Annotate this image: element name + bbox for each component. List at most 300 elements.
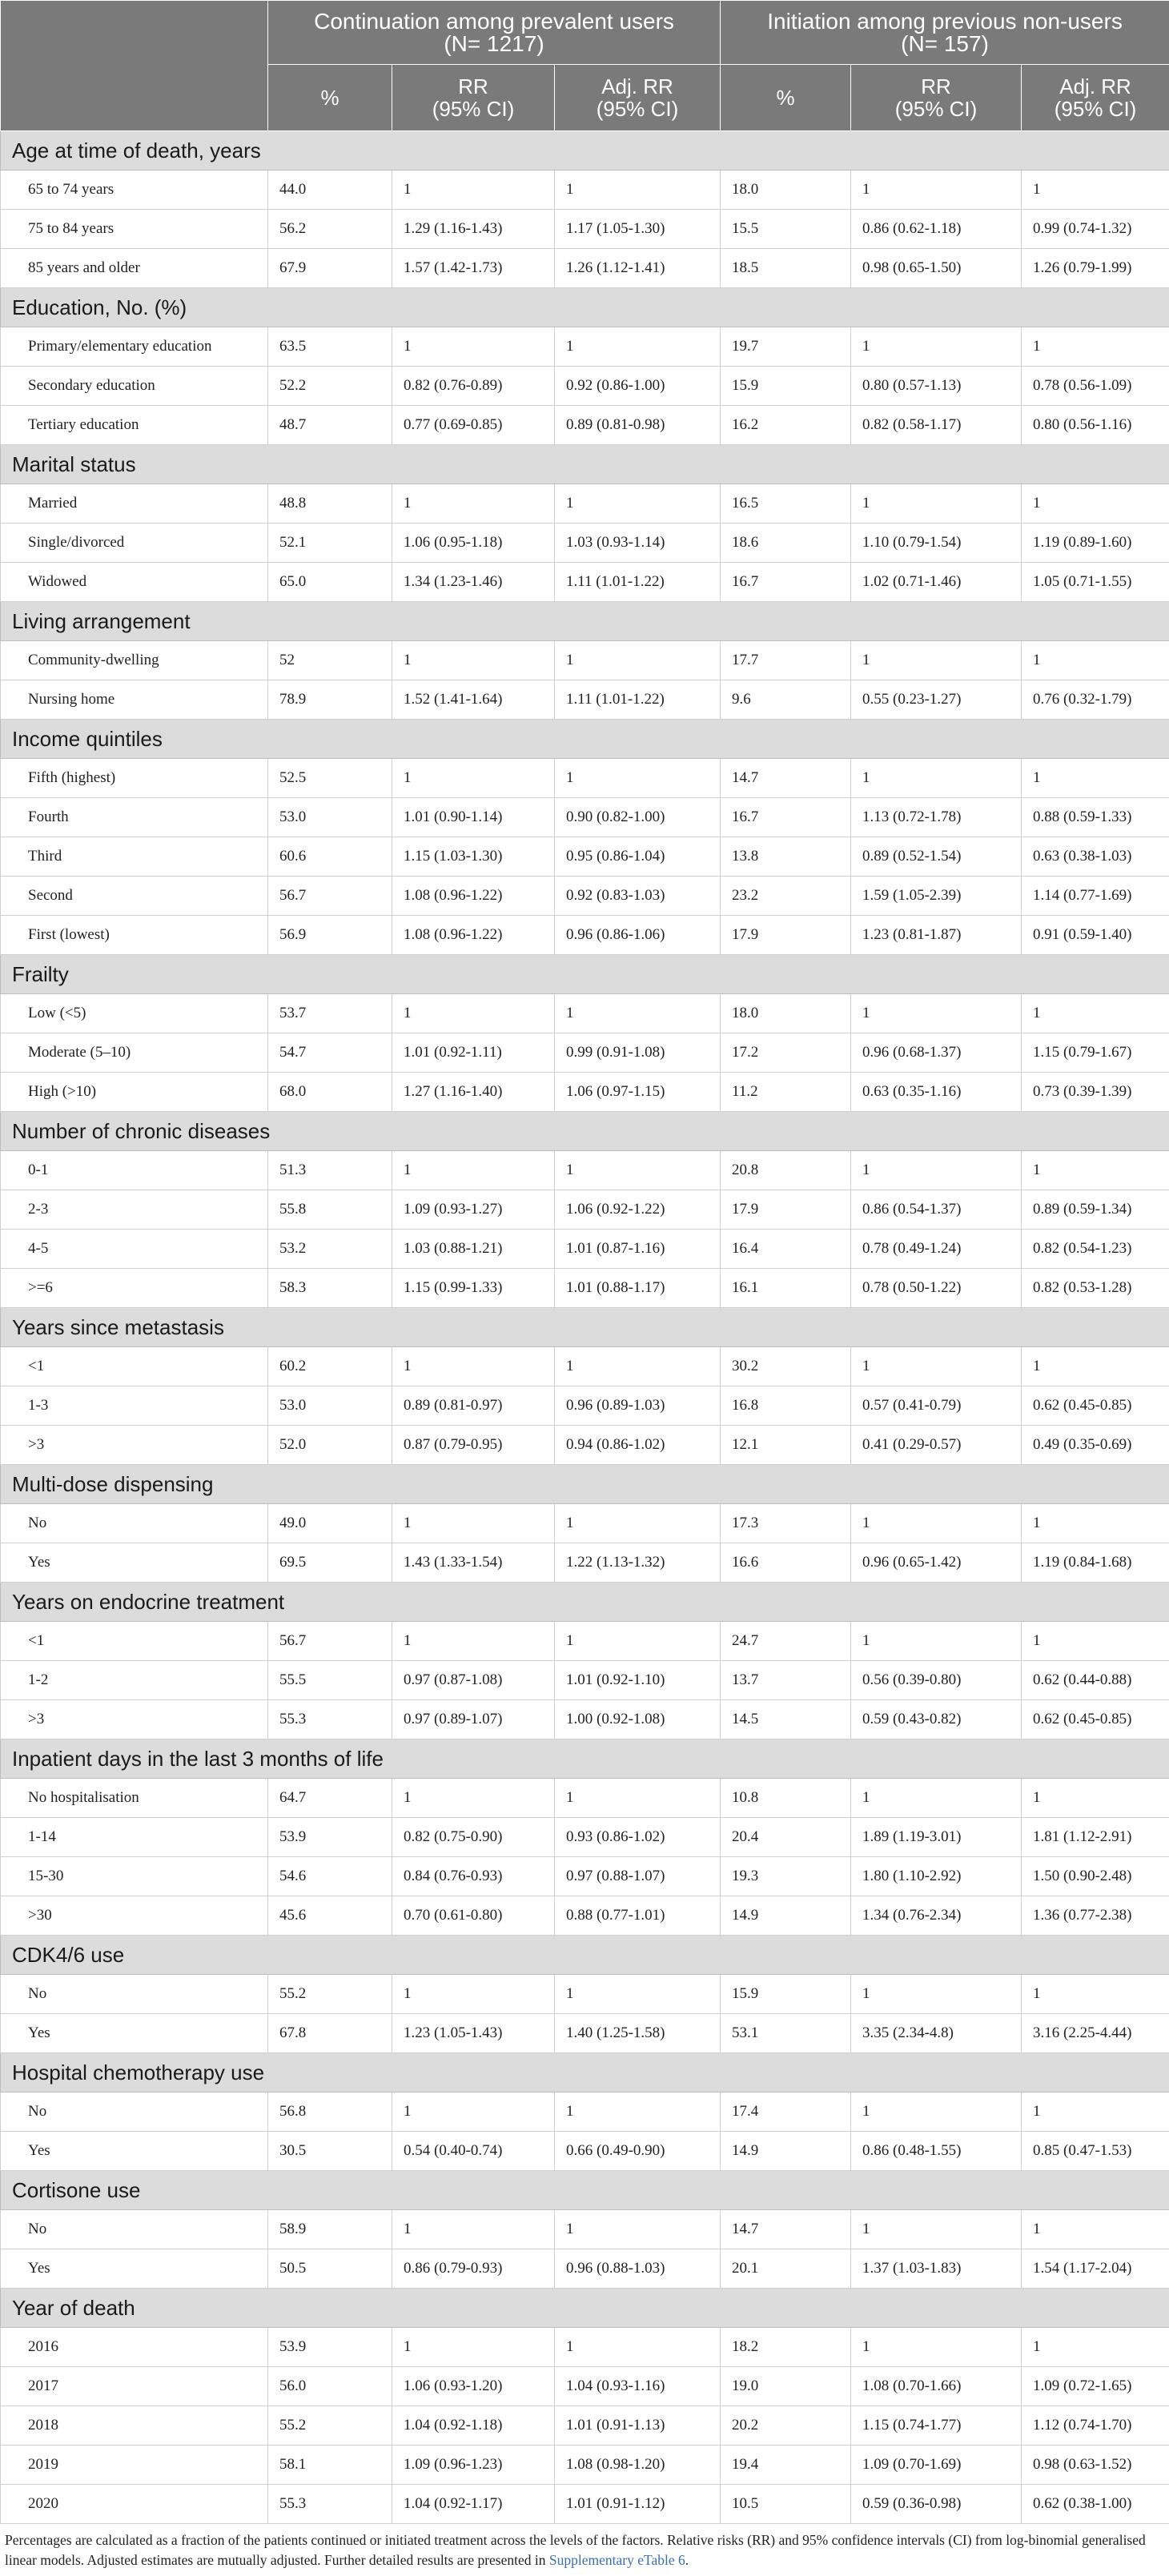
table-cell: 1.36 (0.77-2.38) xyxy=(1022,1896,1169,1936)
table-row xyxy=(1,1622,1169,1661)
table-row xyxy=(1,1386,1169,1426)
table-cell: 1 xyxy=(392,759,555,798)
table-cell: 1.00 (0.92-1.08) xyxy=(555,1700,721,1739)
table-cell: 1 xyxy=(1022,2210,1169,2249)
table-cell: 1 xyxy=(1022,171,1169,210)
table-cell: 0.55 (0.23-1.27) xyxy=(851,680,1022,720)
table-body xyxy=(1,131,1169,2524)
column-header xyxy=(1022,65,1169,131)
table-row xyxy=(1,759,1169,798)
table-cell: 0.82 (0.58-1.17) xyxy=(851,406,1022,445)
table-cell: 16.2 xyxy=(721,406,851,445)
table-cell: 14.5 xyxy=(721,1700,851,1739)
row-label: Single/divorced xyxy=(1,524,268,563)
column-header-line: Adj. RR xyxy=(1059,74,1131,98)
table-cell: 1.01 (0.87-1.16) xyxy=(555,1230,721,1269)
table-cell: 56.2 xyxy=(268,210,392,249)
table-row xyxy=(1,210,1169,249)
table-cell: 1 xyxy=(392,2092,555,2132)
table-cell: 1.09 (0.70-1.69) xyxy=(851,2446,1022,2485)
table-cell: 1.40 (1.25-1.58) xyxy=(555,2014,721,2053)
column-header-line: (95% CI) xyxy=(894,97,978,121)
table-cell: 1 xyxy=(392,2210,555,2249)
table-cell: 16.7 xyxy=(721,563,851,602)
table-cell: 0.98 (0.63-1.52) xyxy=(1022,2446,1169,2485)
table-cell: 67.8 xyxy=(268,2014,392,2053)
supplementary-link[interactable]: Supplementary eTable 6 xyxy=(548,2552,685,2568)
table-cell: 1.06 (0.95-1.18) xyxy=(392,524,555,563)
section-title: Cortisone use xyxy=(1,2171,1169,2210)
table-cell: 10.8 xyxy=(721,1779,851,1818)
table-cell: 1.09 (0.96-1.23) xyxy=(392,2446,555,2485)
row-label: No xyxy=(1,2092,268,2132)
table-row xyxy=(1,1073,1169,1112)
table-cell: 1.01 (0.91-1.12) xyxy=(555,2485,721,2524)
table-cell: 20.2 xyxy=(721,2406,851,2446)
table-cell: 1 xyxy=(851,1779,1022,1818)
table-row xyxy=(1,327,1169,367)
table-cell: 1.01 (0.92-1.10) xyxy=(555,1661,721,1700)
table-cell: 1.08 (0.98-1.20) xyxy=(555,2446,721,2485)
column-header xyxy=(851,65,1022,131)
table-cell: 55.2 xyxy=(268,1975,392,2014)
row-label: No xyxy=(1,1504,268,1543)
table-cell: 69.5 xyxy=(268,1543,392,1583)
table-cell: 1.05 (0.71-1.55) xyxy=(1022,563,1169,602)
table-cell: 53.9 xyxy=(268,2328,392,2367)
table-cell: 1 xyxy=(851,171,1022,210)
table-cell: 1.06 (0.93-1.20) xyxy=(392,2367,555,2406)
table-cell: 0.90 (0.82-1.00) xyxy=(555,798,721,837)
section-row xyxy=(1,2289,1169,2328)
table-cell: 0.82 (0.53-1.28) xyxy=(1022,1269,1169,1308)
table-cell: 67.9 xyxy=(268,249,392,288)
table-cell: 1.80 (1.10-2.92) xyxy=(851,1857,1022,1896)
table-cell: 1 xyxy=(1022,484,1169,524)
table-cell: 18.6 xyxy=(721,524,851,563)
table-cell: 19.3 xyxy=(721,1857,851,1896)
table-cell: 14.7 xyxy=(721,2210,851,2249)
table-cell: 68.0 xyxy=(268,1073,392,1112)
section-row xyxy=(1,955,1169,994)
table-cell: 0.56 (0.39-0.80) xyxy=(851,1661,1022,1700)
section-title: Inpatient days in the last 3 months of life xyxy=(1,1739,1169,1779)
table-header xyxy=(1,1,1169,131)
table-cell: 1 xyxy=(1022,1779,1169,1818)
table-cell: 20.4 xyxy=(721,1818,851,1857)
table-cell: 53.2 xyxy=(268,1230,392,1269)
header-group-initiation xyxy=(721,1,1169,65)
table-cell: 0.96 (0.68-1.37) xyxy=(851,1033,1022,1073)
table-cell: 1.12 (0.74-1.70) xyxy=(1022,2406,1169,2446)
table-cell: 1 xyxy=(392,1347,555,1386)
table-cell: 1 xyxy=(555,327,721,367)
table-row xyxy=(1,1818,1169,1857)
row-label: >=6 xyxy=(1,1269,268,1308)
column-header-line: Adj. RR xyxy=(601,74,673,98)
section-row xyxy=(1,1583,1169,1622)
table-cell: 0.63 (0.35-1.16) xyxy=(851,1073,1022,1112)
table-row xyxy=(1,367,1169,406)
table-cell: 1 xyxy=(392,994,555,1033)
table-cell: 1 xyxy=(851,327,1022,367)
section-row xyxy=(1,1112,1169,1151)
table-cell: 78.9 xyxy=(268,680,392,720)
table-row xyxy=(1,2132,1169,2171)
table-cell: 1 xyxy=(555,1151,721,1190)
table-cell: 0.78 (0.56-1.09) xyxy=(1022,367,1169,406)
row-label: 85 years and older xyxy=(1,249,268,288)
table-row xyxy=(1,563,1169,602)
row-label: Third xyxy=(1,837,268,877)
table-cell: 0.94 (0.86-1.02) xyxy=(555,1426,721,1465)
table-cell: 48.8 xyxy=(268,484,392,524)
table-row xyxy=(1,1347,1169,1386)
table-cell: 17.7 xyxy=(721,641,851,680)
row-label: No xyxy=(1,1975,268,2014)
table-cell: 1.01 (0.90-1.14) xyxy=(392,798,555,837)
table-cell: 0.96 (0.88-1.03) xyxy=(555,2249,721,2289)
table-cell: 0.62 (0.38-1.00) xyxy=(1022,2485,1169,2524)
table-cell: 0.87 (0.79-0.95) xyxy=(392,1426,555,1465)
table-cell: 1 xyxy=(1022,1151,1169,1190)
row-label: Married xyxy=(1,484,268,524)
table-cell: 1 xyxy=(555,2092,721,2132)
table-cell: 0.73 (0.39-1.39) xyxy=(1022,1073,1169,1112)
table-row xyxy=(1,2446,1169,2485)
table-cell: 0.97 (0.89-1.07) xyxy=(392,1700,555,1739)
group1-title: Continuation among prevalent users xyxy=(314,8,674,34)
table-cell: 1 xyxy=(1022,1504,1169,1543)
section-row xyxy=(1,1465,1169,1504)
row-label: 1-14 xyxy=(1,1818,268,1857)
table-cell: 52.1 xyxy=(268,524,392,563)
table-cell: 1 xyxy=(851,2210,1022,2249)
table-cell: 0.89 (0.81-0.98) xyxy=(555,406,721,445)
table-cell: 18.0 xyxy=(721,171,851,210)
table-row xyxy=(1,2406,1169,2446)
table-cell: 17.9 xyxy=(721,916,851,955)
table-cell: 1 xyxy=(1022,1975,1169,2014)
table-cell: 1.04 (0.93-1.16) xyxy=(555,2367,721,2406)
table-row xyxy=(1,2210,1169,2249)
table-cell: 1.03 (0.88-1.21) xyxy=(392,1230,555,1269)
table-cell: 1 xyxy=(1022,759,1169,798)
row-label: Community-dwelling xyxy=(1,641,268,680)
table-cell: 1.03 (0.93-1.14) xyxy=(555,524,721,563)
table-cell: 1.29 (1.16-1.43) xyxy=(392,210,555,249)
row-label: 65 to 74 years xyxy=(1,171,268,210)
table-cell: 60.6 xyxy=(268,837,392,877)
row-label: 4-5 xyxy=(1,1230,268,1269)
section-title: Year of death xyxy=(1,2289,1169,2328)
table-cell: 0.99 (0.74-1.32) xyxy=(1022,210,1169,249)
table-cell: 52.5 xyxy=(268,759,392,798)
table-cell: 1 xyxy=(1022,1622,1169,1661)
table-cell: 0.93 (0.86-1.02) xyxy=(555,1818,721,1857)
section-title: Marital status xyxy=(1,445,1169,484)
table-cell: 1 xyxy=(555,1504,721,1543)
table-cell: 18.2 xyxy=(721,2328,851,2367)
table-cell: 0.89 (0.59-1.34) xyxy=(1022,1190,1169,1230)
row-label: Tertiary education xyxy=(1,406,268,445)
table-cell: 51.3 xyxy=(268,1151,392,1190)
table-cell: 54.7 xyxy=(268,1033,392,1073)
table-cell: 0.78 (0.49-1.24) xyxy=(851,1230,1022,1269)
row-label: Fifth (highest) xyxy=(1,759,268,798)
footnote-end: . xyxy=(685,2552,689,2568)
table-cell: 1.08 (0.96-1.22) xyxy=(392,916,555,955)
table-cell: 17.4 xyxy=(721,2092,851,2132)
table-row xyxy=(1,484,1169,524)
table-cell: 9.6 xyxy=(721,680,851,720)
table-cell: 52.2 xyxy=(268,367,392,406)
table-cell: 1.23 (1.05-1.43) xyxy=(392,2014,555,2053)
table-row xyxy=(1,1269,1169,1308)
table-cell: 49.0 xyxy=(268,1504,392,1543)
table-cell: 15.9 xyxy=(721,1975,851,2014)
table-cell: 0.80 (0.57-1.13) xyxy=(851,367,1022,406)
table-cell: 55.5 xyxy=(268,1661,392,1700)
section-title: Hospital chemotherapy use xyxy=(1,2053,1169,2092)
table-cell: 0.96 (0.65-1.42) xyxy=(851,1543,1022,1583)
table-cell: 1 xyxy=(851,759,1022,798)
table-cell: 3.35 (2.34-4.8) xyxy=(851,2014,1022,2053)
table-cell: 64.7 xyxy=(268,1779,392,1818)
table-row xyxy=(1,1151,1169,1190)
table-cell: 0.41 (0.29-0.57) xyxy=(851,1426,1022,1465)
table-cell: 56.7 xyxy=(268,877,392,916)
table-cell: 1.01 (0.92-1.11) xyxy=(392,1033,555,1073)
table-cell: 1.59 (1.05-2.39) xyxy=(851,877,1022,916)
row-label: 2016 xyxy=(1,2328,268,2367)
table-row xyxy=(1,641,1169,680)
table-row xyxy=(1,1779,1169,1818)
table-cell: 53.7 xyxy=(268,994,392,1033)
table-cell: 1.89 (1.19-3.01) xyxy=(851,1818,1022,1857)
table-cell: 1 xyxy=(851,1151,1022,1190)
table-cell: 0.66 (0.49-0.90) xyxy=(555,2132,721,2171)
table-cell: 15.5 xyxy=(721,210,851,249)
table-cell: 19.7 xyxy=(721,327,851,367)
row-label: 15-30 xyxy=(1,1857,268,1896)
table-cell: 56.7 xyxy=(268,1622,392,1661)
table-cell: 0.97 (0.88-1.07) xyxy=(555,1857,721,1896)
table-cell: 1.34 (1.23-1.46) xyxy=(392,563,555,602)
section-title: Multi-dose dispensing xyxy=(1,1465,1169,1504)
row-label: No xyxy=(1,2210,268,2249)
row-label: >3 xyxy=(1,1426,268,1465)
table-cell: 60.2 xyxy=(268,1347,392,1386)
row-label: 1-3 xyxy=(1,1386,268,1426)
table-cell: 1.04 (0.92-1.17) xyxy=(392,2485,555,2524)
table-cell: 11.2 xyxy=(721,1073,851,1112)
table-row xyxy=(1,1033,1169,1073)
table-cell: 1 xyxy=(392,1504,555,1543)
table-cell: 58.3 xyxy=(268,1269,392,1308)
row-label: High (>10) xyxy=(1,1073,268,1112)
table-cell: 0.80 (0.56-1.16) xyxy=(1022,406,1169,445)
table-cell: 0.89 (0.52-1.54) xyxy=(851,837,1022,877)
table-cell: 0.82 (0.76-0.89) xyxy=(392,367,555,406)
row-label: Secondary education xyxy=(1,367,268,406)
table-cell: 1 xyxy=(851,1347,1022,1386)
table-cell: 1.27 (1.16-1.40) xyxy=(392,1073,555,1112)
table-cell: 1 xyxy=(851,2328,1022,2367)
table-cell: 17.3 xyxy=(721,1504,851,1543)
section-title: Years on endocrine treatment xyxy=(1,1583,1169,1622)
table-cell: 16.7 xyxy=(721,798,851,837)
table-cell: 1.15 (0.79-1.67) xyxy=(1022,1033,1169,1073)
column-header-line: RR xyxy=(458,74,488,98)
table-cell: 0.84 (0.76-0.93) xyxy=(392,1857,555,1896)
row-label: Fourth xyxy=(1,798,268,837)
section-title: Years since metastasis xyxy=(1,1308,1169,1347)
table-cell: 1 xyxy=(1022,327,1169,367)
section-title: CDK4/6 use xyxy=(1,1936,1169,1975)
table-row xyxy=(1,680,1169,720)
group2-n: (N= 157) xyxy=(901,30,989,56)
group1-n: (N= 1217) xyxy=(444,30,544,56)
row-label: Low (<5) xyxy=(1,994,268,1033)
table-cell: 1.04 (0.92-1.18) xyxy=(392,2406,555,2446)
section-title: Living arrangement xyxy=(1,602,1169,641)
row-label: <1 xyxy=(1,1622,268,1661)
table-cell: 55.2 xyxy=(268,2406,392,2446)
row-label: Second xyxy=(1,877,268,916)
table-cell: 1 xyxy=(851,1504,1022,1543)
table-cell: 0.86 (0.54-1.37) xyxy=(851,1190,1022,1230)
table-cell: 1.26 (0.79-1.99) xyxy=(1022,249,1169,288)
row-label: Yes xyxy=(1,2014,268,2053)
table-cell: 1 xyxy=(392,171,555,210)
table-cell: 0.86 (0.62-1.18) xyxy=(851,210,1022,249)
table-cell: 0.62 (0.44-0.88) xyxy=(1022,1661,1169,1700)
section-row xyxy=(1,131,1169,171)
table-cell: 14.9 xyxy=(721,1896,851,1936)
row-label: 2020 xyxy=(1,2485,268,2524)
table-row xyxy=(1,1230,1169,1269)
table-cell: 16.5 xyxy=(721,484,851,524)
table-cell: 1 xyxy=(555,171,721,210)
table-cell: 1 xyxy=(555,641,721,680)
column-header-line: (95% CI) xyxy=(1054,97,1137,121)
table-cell: 1 xyxy=(555,2210,721,2249)
table-cell: 0.86 (0.48-1.55) xyxy=(851,2132,1022,2171)
table-row xyxy=(1,1975,1169,2014)
table-cell: 0.77 (0.69-0.85) xyxy=(392,406,555,445)
table-cell: 1 xyxy=(1022,2092,1169,2132)
table-cell: 58.9 xyxy=(268,2210,392,2249)
table-cell: 1.43 (1.33-1.54) xyxy=(392,1543,555,1583)
table-cell: 1.15 (0.74-1.77) xyxy=(851,2406,1022,2446)
row-label: No hospitalisation xyxy=(1,1779,268,1818)
column-header xyxy=(555,65,721,131)
section-row xyxy=(1,1308,1169,1347)
table-cell: 1.10 (0.79-1.54) xyxy=(851,524,1022,563)
table-cell: 1.19 (0.84-1.68) xyxy=(1022,1543,1169,1583)
table-row xyxy=(1,1896,1169,1936)
table-cell: 50.5 xyxy=(268,2249,392,2289)
table-row xyxy=(1,877,1169,916)
section-row xyxy=(1,1739,1169,1779)
table-cell: 1 xyxy=(392,2328,555,2367)
table-cell: 0.88 (0.59-1.33) xyxy=(1022,798,1169,837)
table-row xyxy=(1,171,1169,210)
table-row xyxy=(1,249,1169,288)
table-cell: 15.9 xyxy=(721,367,851,406)
row-label: 2-3 xyxy=(1,1190,268,1230)
table-cell: 0.76 (0.32-1.79) xyxy=(1022,680,1169,720)
table-cell: 1.34 (0.76-2.34) xyxy=(851,1896,1022,1936)
table-cell: 48.7 xyxy=(268,406,392,445)
table-cell: 0.78 (0.50-1.22) xyxy=(851,1269,1022,1308)
table-cell: 1 xyxy=(1022,994,1169,1033)
table-cell: 1.06 (0.97-1.15) xyxy=(555,1073,721,1112)
table-cell: 1 xyxy=(555,759,721,798)
row-label: Widowed xyxy=(1,563,268,602)
table-cell: 0.97 (0.87-1.08) xyxy=(392,1661,555,1700)
table-cell: 1 xyxy=(851,1622,1022,1661)
section-row xyxy=(1,288,1169,327)
table-cell: 56.0 xyxy=(268,2367,392,2406)
table-cell: 1.13 (0.72-1.78) xyxy=(851,798,1022,837)
table-cell: 1.52 (1.41-1.64) xyxy=(392,680,555,720)
table-cell: 16.4 xyxy=(721,1230,851,1269)
table-cell: 54.6 xyxy=(268,1857,392,1896)
table-cell: 0.88 (0.77-1.01) xyxy=(555,1896,721,1936)
table-cell: 1 xyxy=(392,1622,555,1661)
table-cell: 1 xyxy=(851,2092,1022,2132)
table-cell: 16.8 xyxy=(721,1386,851,1426)
table-row xyxy=(1,2014,1169,2053)
section-title: Income quintiles xyxy=(1,720,1169,759)
table-cell: 1.15 (0.99-1.33) xyxy=(392,1269,555,1308)
table-cell: 1 xyxy=(555,2328,721,2367)
table-cell: 0.91 (0.59-1.40) xyxy=(1022,916,1169,955)
row-label: 1-2 xyxy=(1,1661,268,1700)
row-label: First (lowest) xyxy=(1,916,268,955)
table-cell: 0.92 (0.83-1.03) xyxy=(555,877,721,916)
table-cell: 1 xyxy=(555,994,721,1033)
table-cell: 1.08 (0.70-1.66) xyxy=(851,2367,1022,2406)
table-cell: 18.5 xyxy=(721,249,851,288)
section-row xyxy=(1,2053,1169,2092)
row-label: Yes xyxy=(1,2249,268,2289)
table-cell: 18.0 xyxy=(721,994,851,1033)
table-cell: 1 xyxy=(851,994,1022,1033)
table-cell: 16.1 xyxy=(721,1269,851,1308)
table-footnote xyxy=(0,2524,1169,2570)
table-cell: 1 xyxy=(555,1622,721,1661)
table-cell: 0.63 (0.38-1.03) xyxy=(1022,837,1169,877)
table-cell: 14.9 xyxy=(721,2132,851,2171)
table-cell: 53.1 xyxy=(721,2014,851,2053)
table-cell: 0.96 (0.86-1.06) xyxy=(555,916,721,955)
table-row xyxy=(1,2367,1169,2406)
table-cell: 12.1 xyxy=(721,1426,851,1465)
table-cell: 1.26 (1.12-1.41) xyxy=(555,249,721,288)
table-cell: 24.7 xyxy=(721,1622,851,1661)
row-label: <1 xyxy=(1,1347,268,1386)
table-cell: 1 xyxy=(851,641,1022,680)
row-label: Moderate (5–10) xyxy=(1,1033,268,1073)
table-cell: 0.98 (0.65-1.50) xyxy=(851,249,1022,288)
table-cell: 55.3 xyxy=(268,1700,392,1739)
table-cell: 0.70 (0.61-0.80) xyxy=(392,1896,555,1936)
table-cell: 53.9 xyxy=(268,1818,392,1857)
table-cell: 19.0 xyxy=(721,2367,851,2406)
